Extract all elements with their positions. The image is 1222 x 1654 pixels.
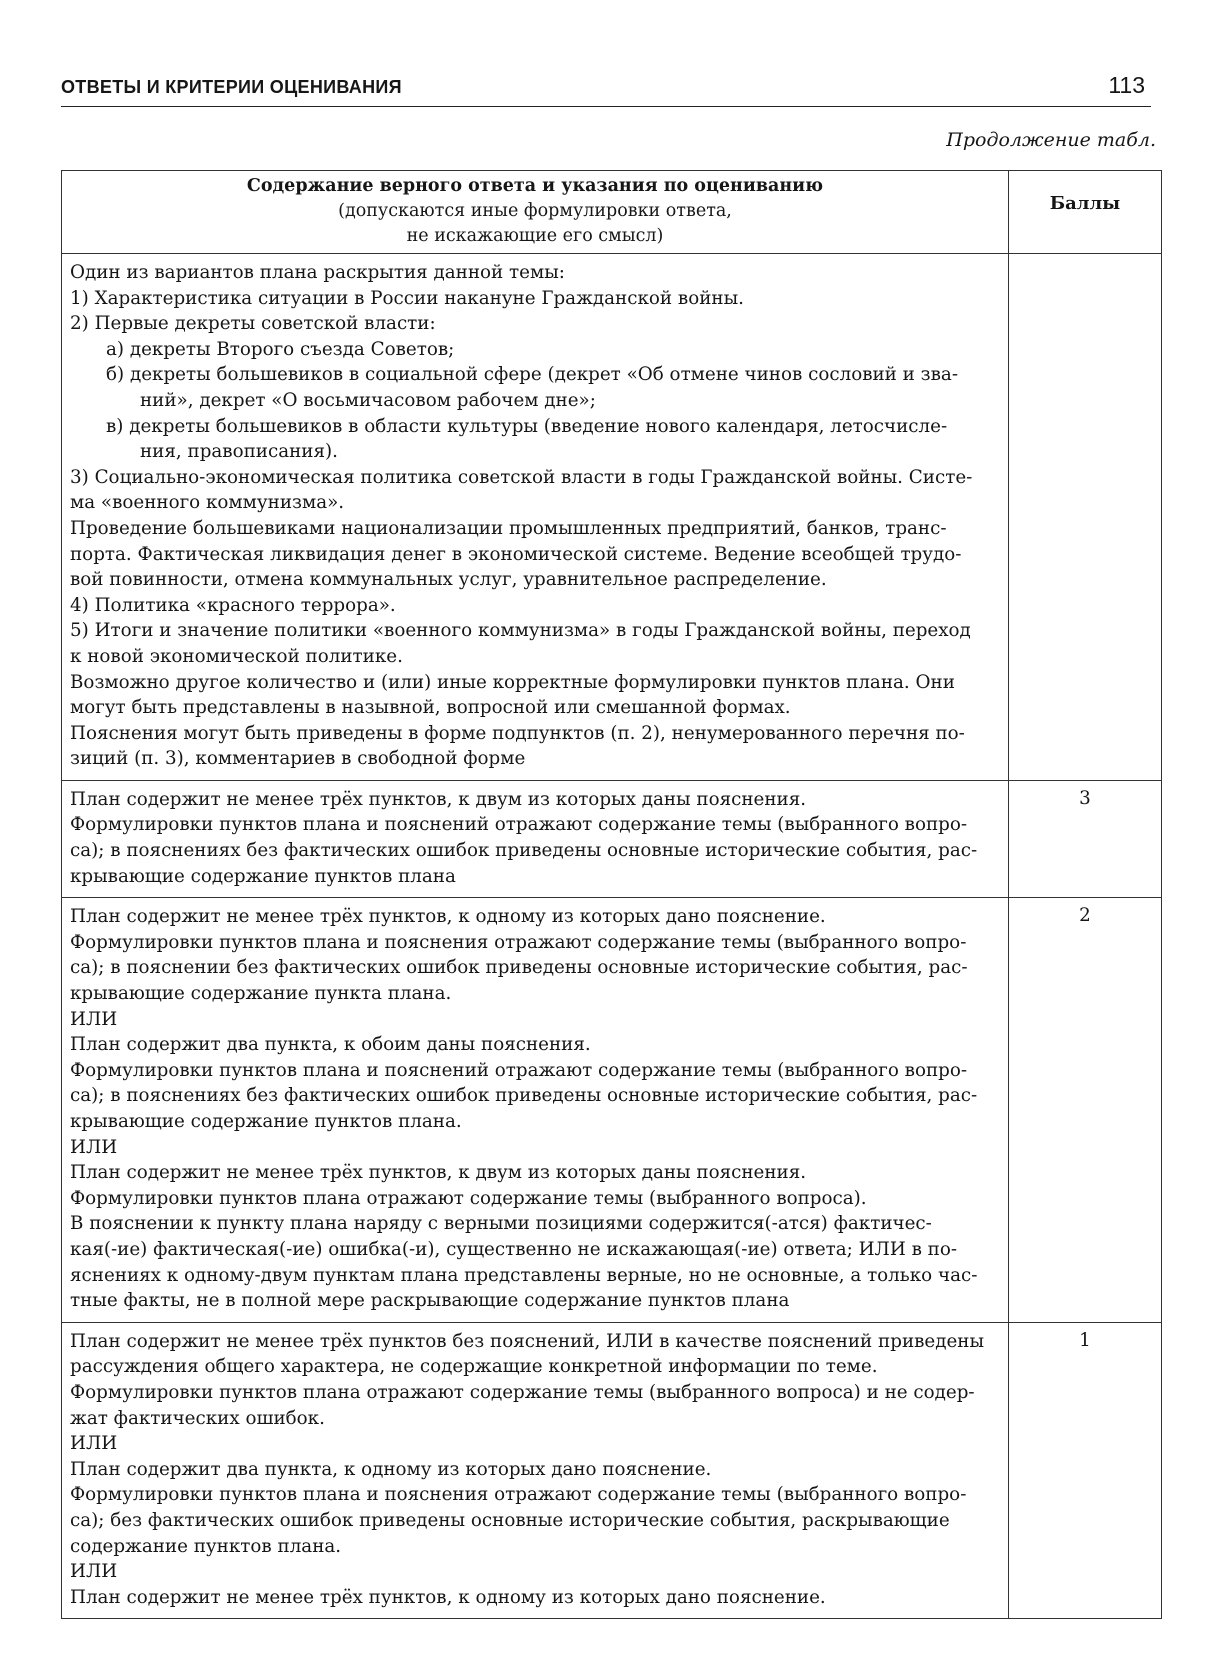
criteria-line: План содержит не менее трёх пунктов, к двум из которых даны пояснения. — [70, 1162, 807, 1184]
or-separator: ИЛИ — [70, 1136, 118, 1158]
score-value: 1 — [1009, 1322, 1162, 1619]
plan-point-5-line1: 5) Итоги и значение политики «военного коммунизма» в годы Гражданской войны, переход — [70, 620, 971, 642]
criteria-line: План содержит два пункта, к обоим даны пояснения. — [70, 1034, 591, 1056]
criteria-table — [61, 170, 1162, 1619]
plan-note-1-line2: могут быть представлены в назывной, вопросной или смешанной формах. — [70, 697, 791, 719]
plan-subpoint-b-line1: б) декреты большевиков в социальной сфере (декрет «Об отмене чинов сословий и зва- — [106, 364, 959, 386]
page-header — [61, 64, 1151, 107]
criteria-line: са); в пояснениях без фактических ошибок приведены основные исторические события, рас- — [70, 1085, 978, 1107]
criteria-line: крывающие содержание пункта плана. — [70, 983, 452, 1005]
plan-point-3-line5: вой повинности, отмена коммунальных услуг, уравнительное распределение. — [70, 569, 827, 591]
plan-note-2-line1: Пояснения могут быть приведены в форме подпунктов (п. 2), ненумерованного перечня по- — [70, 722, 965, 744]
plan-score-cell — [1009, 254, 1162, 781]
criteria-line: жат фактических ошибок. — [70, 1407, 325, 1429]
score-value: 3 — [1009, 780, 1162, 897]
criteria-line: Формулировки пунктов плана отражают содержание темы (выбранного вопроса). — [70, 1187, 867, 1209]
criteria-line: крывающие содержание пунктов плана. — [70, 1111, 462, 1132]
page-number: 113 — [1108, 72, 1145, 98]
criteria-line: са); в пояснениях без фактических ошибок приведены основные исторические события, рас- — [70, 840, 978, 862]
criteria-line: содержание пунктов плана. — [70, 1535, 342, 1557]
criteria-line: План содержит не менее трёх пунктов без пояснений, ИЛИ в качестве пояснений приведены — [70, 1330, 985, 1352]
plan-point-1: 1) Характеристика ситуации в России накануне Гражданской войны. — [70, 287, 744, 309]
criteria-line: Формулировки пунктов плана и пояснений отражают содержание темы (выбранного вопро- — [70, 814, 968, 836]
criteria-row-2 — [62, 898, 1162, 1323]
criteria-line: яснениях к одному-двум пунктам плана представлены верные, но не основные, а только час- — [70, 1264, 978, 1286]
criteria-line: План содержит не менее трёх пунктов, к одному из которых дано пояснение. — [70, 1586, 826, 1608]
plan-point-3-line3: Проведение большевиками национализации промышленных предприятий, банков, транс- — [70, 517, 947, 539]
plan-point-3-line4: порта. Фактическая ликвидация денег в экономической системе. Ведение всеобщей трудо- — [70, 543, 962, 565]
header-line-3: не искажающие его смысл) — [406, 226, 664, 246]
plan-point-3-line1: 3) Социально-экономическая политика советской власти в годы Гражданской войны. Систе- — [70, 466, 973, 488]
plan-point-2: 2) Первые декреты советской власти: — [70, 313, 436, 335]
plan-content — [62, 254, 1009, 781]
criteria-content-2 — [62, 898, 1009, 1323]
or-separator: ИЛИ — [70, 1008, 118, 1030]
criteria-line: рассуждения общего характера, не содержащие конкретной информации по теме. — [70, 1356, 878, 1378]
criteria-row-1 — [62, 1322, 1162, 1619]
plan-point-5-line2: к новой экономической политике. — [70, 645, 403, 667]
or-separator: ИЛИ — [70, 1433, 118, 1455]
header-line-1: Содержание верного ответа и указания по оцениванию — [246, 176, 824, 196]
section-title: ОТВЕТЫ И КРИТЕРИИ ОЦЕНИВАНИЯ — [61, 77, 402, 97]
plan-point-4: 4) Политика «красного террора». — [70, 594, 396, 616]
criteria-line: са); без фактических ошибок приведены основные исторические события, раскрывающие — [70, 1509, 950, 1531]
criteria-line: План содержит два пункта, к одному из которых дано пояснение. — [70, 1458, 712, 1480]
score-value: 2 — [1009, 898, 1162, 1323]
plan-note-2-line2: зиций (п. 3), комментариев в свободной форме — [70, 748, 526, 770]
or-separator: ИЛИ — [70, 1561, 118, 1583]
header-line-2: (допускаются иные формулировки ответа, — [338, 201, 732, 221]
plan-subpoint-b-line2: ний», декрет «О восьмичасовом рабочем дне»; — [140, 389, 596, 411]
table-header-row — [62, 171, 1162, 254]
plan-row — [62, 254, 1162, 781]
criteria-line: Формулировки пунктов плана и пояснения отражают содержание темы (выбранного вопро- — [70, 931, 967, 953]
score-column-header: Баллы — [1009, 171, 1162, 254]
plan-subpoint-c-line2: ния, правописания). — [140, 441, 338, 463]
criteria-row-3 — [62, 780, 1162, 897]
criteria-line: крывающие содержание пунктов плана — [70, 865, 456, 887]
criteria-line: Формулировки пунктов плана отражают содержание темы (выбранного вопроса) и не содер- — [70, 1381, 975, 1403]
plan-subpoint-a: а) декреты Второго съезда Советов; — [106, 338, 455, 360]
criteria-line: Формулировки пунктов плана и пояснений отражают содержание темы (выбранного вопро- — [70, 1059, 968, 1081]
plan-point-3-line2: ма «военного коммунизма». — [70, 492, 345, 514]
plan-intro: Один из вариантов плана раскрытия данной темы: — [70, 262, 565, 283]
plan-subpoint-c-line1: в) декреты большевиков в области культуры (введение нового календаря, летосчисле- — [106, 415, 948, 437]
plan-note-1-line1: Возможно другое количество и (или) иные корректные формулировки пунктов плана. Они — [70, 671, 955, 693]
table-continuation-label: Продолжение табл. — [946, 129, 1156, 151]
criteria-line: План содержит не менее трёх пунктов, к двум из которых даны пояснения. — [70, 788, 807, 810]
criteria-line: тные факты, не в полной мере раскрывающие содержание пунктов плана — [70, 1290, 790, 1312]
criteria-line: Формулировки пунктов плана и пояснения отражают содержание темы (выбранного вопро- — [70, 1484, 967, 1506]
criteria-line: План содержит не менее трёх пунктов, к одному из которых дано пояснение. — [70, 906, 826, 928]
criteria-line: са); в пояснении без фактических ошибок приведены основные исторические события, рас- — [70, 957, 968, 979]
criteria-line: В пояснении к пункту плана наряду с верными позициями содержится(-атся) фактичес- — [70, 1213, 932, 1235]
content-column-header — [62, 171, 1009, 254]
criteria-content-3 — [62, 780, 1009, 897]
criteria-content-1 — [62, 1322, 1009, 1619]
criteria-line: кая(-ие) фактическая(-ие) ошибка(-и), существенно не искажающая(-ие) ответа; ИЛИ в по- — [70, 1238, 958, 1260]
